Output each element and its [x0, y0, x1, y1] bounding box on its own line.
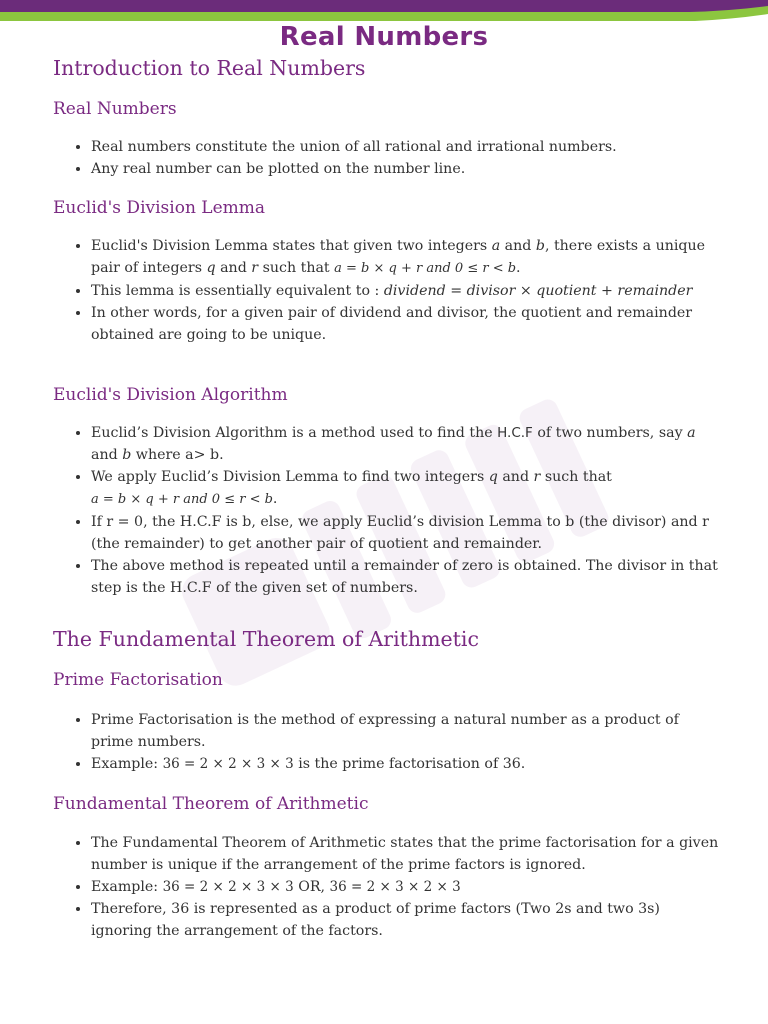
heading-prime-factorisation: Prime Factorisation	[53, 670, 223, 690]
text-run: is the prime factorisation of 36.	[293, 756, 526, 772]
bullet-list-prime-factorisation	[53, 709, 725, 775]
bullet-item	[91, 422, 725, 466]
text-run: and	[215, 260, 252, 276]
text-run: .	[272, 491, 278, 507]
math-var: b	[122, 447, 132, 463]
math-expression: 36 = 2 × 3 × 2 × 3	[329, 879, 461, 895]
math-expression: 36 = 2 × 2 × 3 × 3	[162, 756, 294, 772]
math-expression: a = b × q + r and 0 ≤ r < b	[91, 492, 273, 507]
text-run: such that	[540, 469, 612, 485]
math-var: q	[488, 469, 498, 485]
text-run: Example:	[91, 756, 163, 772]
text-run: Euclid’s Division Algorithm is a method used to find the	[91, 425, 498, 441]
bullet-list-division-algorithm	[53, 422, 725, 599]
text-run: and	[91, 447, 123, 463]
text-run: .	[516, 260, 521, 276]
bullet-item	[91, 280, 725, 302]
text-run: We apply Euclid’s Division Lemma to find two integers	[91, 469, 489, 485]
bullet-item	[91, 753, 725, 775]
bullet-item: • The above method is repeated until a remainder of zero is obtained. The divisor in that step is the H.C.F of the given set of numbers.	[91, 555, 725, 599]
heading-fundamental-theorem-of-arithmetic: Fundamental Theorem of Arithmetic	[53, 794, 369, 814]
text-run: , there exists a unique pair of integers	[91, 238, 705, 276]
bullet-item	[91, 466, 725, 511]
bullet-item: • Any real number can be plotted on the number line.	[91, 158, 725, 180]
bullet-list-fundamental-theorem	[53, 832, 725, 942]
math-var: q	[206, 260, 216, 276]
text-run: and	[500, 238, 536, 254]
text-run: of two numbers, say	[532, 425, 688, 441]
text-run: such that	[258, 260, 335, 276]
heading-division-algorithm: Euclid's Division Algorithm	[53, 385, 288, 405]
header-color-bars	[0, 0, 768, 24]
heading-fundamental-theorem: The Fundamental Theorem of Arithmetic	[53, 627, 479, 651]
bullet-list-division-lemma	[53, 235, 725, 346]
bullet-item: • In other words, for a given pair of dividend and divisor, the quotient and remainder obtained are going to be unique.	[91, 302, 725, 346]
bullet-item: • If r = 0, the H.C.F is b, else, we apply Euclid’s division Lemma to b (the divisor) and r (the remainder) to get another pair of quotient and remainder.	[91, 511, 725, 555]
text-run: and	[497, 469, 534, 485]
math-var: r	[533, 469, 541, 485]
math-var: b	[535, 238, 545, 254]
math-expression: a = b × q + r and 0 ≤ r < b	[334, 261, 517, 276]
bullet-list-real-numbers	[53, 136, 725, 180]
text-run: This lemma is essentially equivalent to :	[91, 283, 384, 299]
bullet-item: • Therefore, 36 is represented as a product of prime factors (Two 2s and two 3s) ignoring the arrangement of the factors.	[91, 898, 725, 942]
bullet-item: • The Fundamental Theorem of Arithmetic states that the prime factorisation for a given number is unique if the arrangement of the prime factors is ignored.	[91, 832, 725, 876]
math-var: a	[687, 425, 696, 441]
math-expression: 36 = 2 × 2 × 3 × 3	[162, 879, 294, 895]
heading-introduction: Introduction to Real Numbers	[53, 56, 366, 80]
document-content	[53, 54, 725, 942]
math-expression: dividend = divisor × quotient + remainder	[383, 283, 693, 299]
heading-division-lemma: Euclid's Division Lemma	[53, 198, 266, 218]
math-var: a	[491, 238, 501, 254]
bullet-item	[91, 876, 725, 898]
math-var: r	[251, 260, 259, 276]
heading-real-numbers: Real Numbers	[53, 99, 177, 119]
text-run: Example:	[91, 879, 163, 895]
hcf-term: H.C.F	[497, 425, 533, 441]
page-title: Real Numbers	[279, 22, 489, 52]
bullet-item	[91, 235, 725, 280]
bullet-item: • Prime Factorisation is the method of expressing a natural number as a product of prime numbers.	[91, 709, 725, 753]
text-run: where a> b.	[131, 447, 224, 463]
bullet-item: • Real numbers constitute the union of all rational and irrational numbers.	[91, 136, 725, 158]
text-run: OR,	[293, 879, 330, 895]
text-run: Euclid's Division Lemma states that given two integers	[91, 238, 492, 254]
purple-bar	[0, 0, 768, 12]
